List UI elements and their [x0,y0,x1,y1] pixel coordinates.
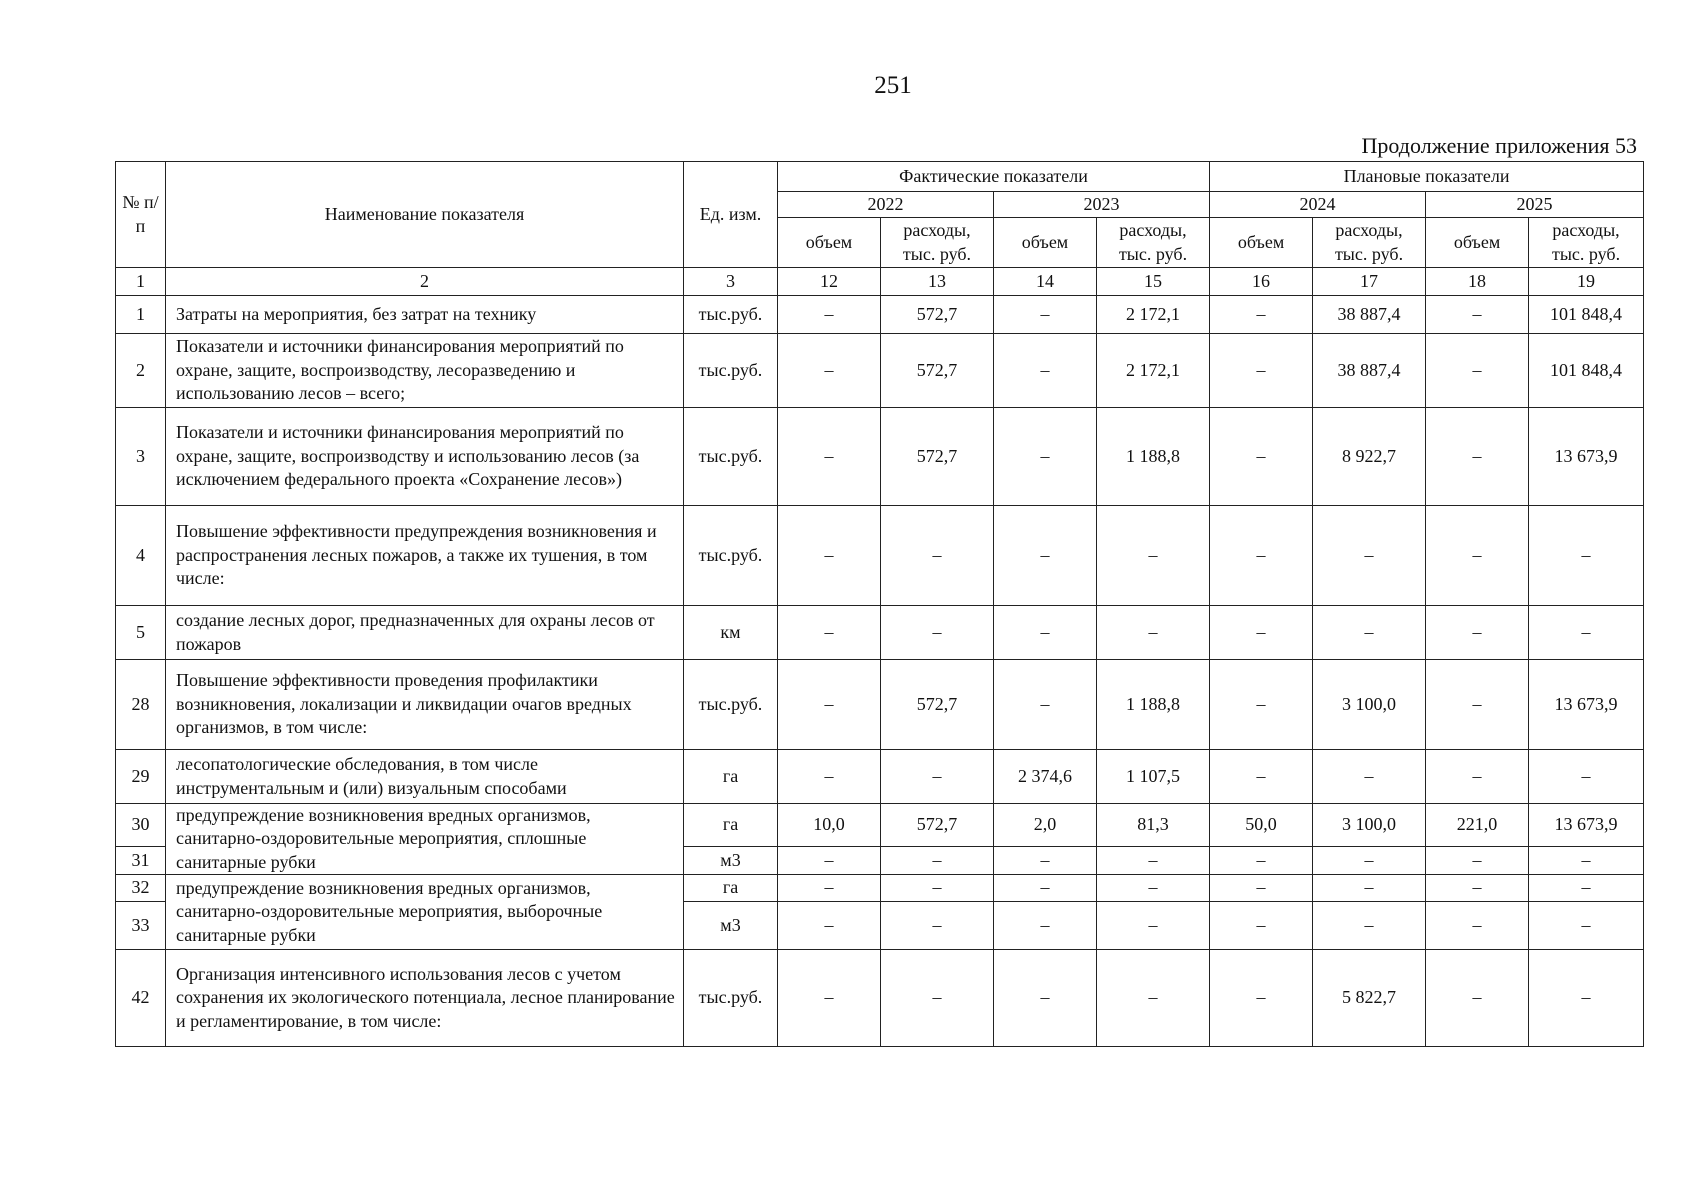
value-cell: – [1097,847,1210,875]
page-number: 251 [874,72,912,99]
row-name: Повышение эффективности проведения профилактики возникновения, локализации и ликвидации очагов вредных организмов, в том числе: [166,660,684,750]
value-cell: – [1313,506,1426,606]
row-name: Затраты на мероприятия, без затрат на технику [166,296,684,334]
column-number: 19 [1529,268,1644,296]
row-unit: га [684,750,778,804]
value-cell: – [1097,606,1210,660]
value-cell: – [1426,606,1529,660]
row-name: создание лесных дорог, предназначенных для охраны лесов от пожаров [166,606,684,660]
indicators-table [115,161,1644,1047]
row-unit: м3 [684,847,778,875]
value-cell: – [1210,506,1313,606]
row-number: 2 [116,334,166,408]
value-cell: – [778,408,881,506]
value-cell: 5 822,7 [1313,950,1426,1047]
value-cell: – [1313,750,1426,804]
value-cell: – [1210,660,1313,750]
table-row [116,660,1644,750]
value-cell: 2,0 [994,804,1097,847]
value-cell: – [1097,875,1210,902]
value-cell: – [1529,506,1644,606]
column-number: 14 [994,268,1097,296]
row-number: 32 [116,875,166,902]
value-cell: – [881,506,994,606]
value-cell: – [1210,296,1313,334]
header-volume: объем [994,218,1097,268]
table-row [116,875,1644,902]
value-cell: – [1426,296,1529,334]
value-cell: – [994,950,1097,1047]
value-cell: – [1097,902,1210,950]
value-cell: – [994,296,1097,334]
value-cell: – [1426,408,1529,506]
header-expense: расходы, тыс. руб. [1097,218,1210,268]
value-cell: – [994,506,1097,606]
value-cell: – [1313,606,1426,660]
value-cell: – [1529,750,1644,804]
value-cell: – [994,334,1097,408]
row-number: 4 [116,506,166,606]
value-cell: – [1210,902,1313,950]
continuation-note: Продолжение приложения 53 [1361,133,1637,158]
value-cell: 1 188,8 [1097,660,1210,750]
value-cell: – [1529,902,1644,950]
row-unit: тыс.руб. [684,334,778,408]
column-number: 17 [1313,268,1426,296]
column-number: 1 [116,268,166,296]
row-unit: га [684,804,778,847]
row-number: 33 [116,902,166,950]
header-num: № п/п [116,162,166,268]
value-cell: – [994,875,1097,902]
value-cell: – [1313,902,1426,950]
value-cell: 572,7 [881,660,994,750]
row-number: 28 [116,660,166,750]
value-cell: 81,3 [1097,804,1210,847]
column-number: 15 [1097,268,1210,296]
value-cell: 101 848,4 [1529,296,1644,334]
value-cell: – [1426,902,1529,950]
row-unit: тыс.руб. [684,950,778,1047]
value-cell: – [1426,847,1529,875]
column-number: 2 [166,268,684,296]
row-unit: км [684,606,778,660]
value-cell: 50,0 [1210,804,1313,847]
value-cell: 2 172,1 [1097,296,1210,334]
row-name: Организация интенсивного использования лесов с учетом сохранения их экологического потенциала, лесное планирование и регламентирование, в том числе: [166,950,684,1047]
value-cell: – [1426,875,1529,902]
table-row [116,334,1644,408]
value-cell: – [1313,875,1426,902]
value-cell: 572,7 [881,804,994,847]
header-actual: Фактические показатели [778,162,1210,192]
column-number: 13 [881,268,994,296]
value-cell: – [778,296,881,334]
value-cell: – [881,847,994,875]
row-unit: тыс.руб. [684,408,778,506]
header-volume: объем [1426,218,1529,268]
value-cell: – [1210,875,1313,902]
value-cell: 13 673,9 [1529,660,1644,750]
value-cell: – [778,902,881,950]
header-expense: расходы, тыс. руб. [1313,218,1426,268]
header-name: Наименование показателя [166,162,684,268]
row-number: 3 [116,408,166,506]
value-cell: – [1529,847,1644,875]
table-row [116,606,1644,660]
value-cell: – [994,606,1097,660]
row-number: 29 [116,750,166,804]
row-unit: га [684,875,778,902]
value-cell: 13 673,9 [1529,408,1644,506]
row-unit: тыс.руб. [684,296,778,334]
value-cell: – [1210,606,1313,660]
value-cell: – [778,950,881,1047]
value-cell: 38 887,4 [1313,334,1426,408]
value-cell: – [1210,408,1313,506]
value-cell: – [1426,660,1529,750]
header-year: 2023 [994,192,1210,218]
row-unit: тыс.руб. [684,660,778,750]
row-unit: тыс.руб. [684,506,778,606]
value-cell: – [881,606,994,660]
header-volume: объем [778,218,881,268]
row-name: лесопатологические обследования, в том числе инструментальным и (или) визуальным способами [166,750,684,804]
value-cell: – [994,847,1097,875]
value-cell: 221,0 [1426,804,1529,847]
table-row [116,750,1644,804]
value-cell: 572,7 [881,334,994,408]
value-cell: – [1426,750,1529,804]
value-cell: – [881,950,994,1047]
value-cell: 1 188,8 [1097,408,1210,506]
value-cell: 1 107,5 [1097,750,1210,804]
value-cell: – [778,660,881,750]
row-number: 5 [116,606,166,660]
value-cell: – [778,750,881,804]
table-row [116,296,1644,334]
row-number: 42 [116,950,166,1047]
value-cell: 10,0 [778,804,881,847]
row-name: Повышение эффективности предупреждения возникновения и распространения лесных пожаров, а также их тушения, в том числе: [166,506,684,606]
value-cell: – [881,750,994,804]
row-number: 30 [116,804,166,847]
value-cell: – [881,875,994,902]
header-year: 2022 [778,192,994,218]
column-number: 16 [1210,268,1313,296]
row-name: Показатели и источники финансирования мероприятий по охране, защите, воспроизводству и использованию лесов (за исключением федерального проекта «Сохранение лесов») [166,408,684,506]
value-cell: – [1210,847,1313,875]
header-expense: расходы, тыс. руб. [1529,218,1644,268]
header-volume: объем [1210,218,1313,268]
value-cell: – [1426,950,1529,1047]
header-year: 2024 [1210,192,1426,218]
value-cell: – [994,660,1097,750]
value-cell: – [994,902,1097,950]
value-cell: – [1529,606,1644,660]
value-cell: 2 172,1 [1097,334,1210,408]
value-cell: 101 848,4 [1529,334,1644,408]
table-row [116,804,1644,847]
value-cell: – [1097,950,1210,1047]
header-planned: Плановые показатели [1210,162,1644,192]
value-cell: – [1210,334,1313,408]
value-cell: 3 100,0 [1313,804,1426,847]
value-cell: 8 922,7 [1313,408,1426,506]
header-expense: расходы, тыс. руб. [881,218,994,268]
value-cell: 38 887,4 [1313,296,1426,334]
value-cell: – [778,506,881,606]
value-cell: 572,7 [881,296,994,334]
value-cell: – [778,847,881,875]
row-name: предупреждение возникновения вредных организмов, санитарно-оздоровительные мероприятия, выборочные санитарные рубки [166,875,684,950]
column-number: 3 [684,268,778,296]
row-number: 31 [116,847,166,875]
value-cell: 572,7 [881,408,994,506]
value-cell: – [1426,506,1529,606]
table-row [116,408,1644,506]
value-cell: – [778,334,881,408]
value-cell: – [1426,334,1529,408]
value-cell: 2 374,6 [994,750,1097,804]
value-cell: – [1097,506,1210,606]
column-number-row [116,268,1644,296]
column-number: 12 [778,268,881,296]
column-number: 18 [1426,268,1529,296]
table-row [116,950,1644,1047]
row-name: предупреждение возникновения вредных организмов, санитарно-оздоровительные мероприятия, сплошные санитарные рубки [166,804,684,875]
row-number: 1 [116,296,166,334]
header-unit: Ед. изм. [684,162,778,268]
row-unit: м3 [684,902,778,950]
value-cell: 3 100,0 [1313,660,1426,750]
value-cell: – [881,902,994,950]
row-name: Показатели и источники финансирования мероприятий по охране, защите, воспроизводству, лесоразведению и использованию лесов – всего; [166,334,684,408]
value-cell: – [1529,875,1644,902]
header-year: 2025 [1426,192,1644,218]
value-cell: – [778,606,881,660]
value-cell: – [1210,950,1313,1047]
value-cell: – [1210,750,1313,804]
value-cell: – [994,408,1097,506]
value-cell: – [1529,950,1644,1047]
value-cell: 13 673,9 [1529,804,1644,847]
value-cell: – [778,875,881,902]
table-row [116,506,1644,606]
value-cell: – [1313,847,1426,875]
